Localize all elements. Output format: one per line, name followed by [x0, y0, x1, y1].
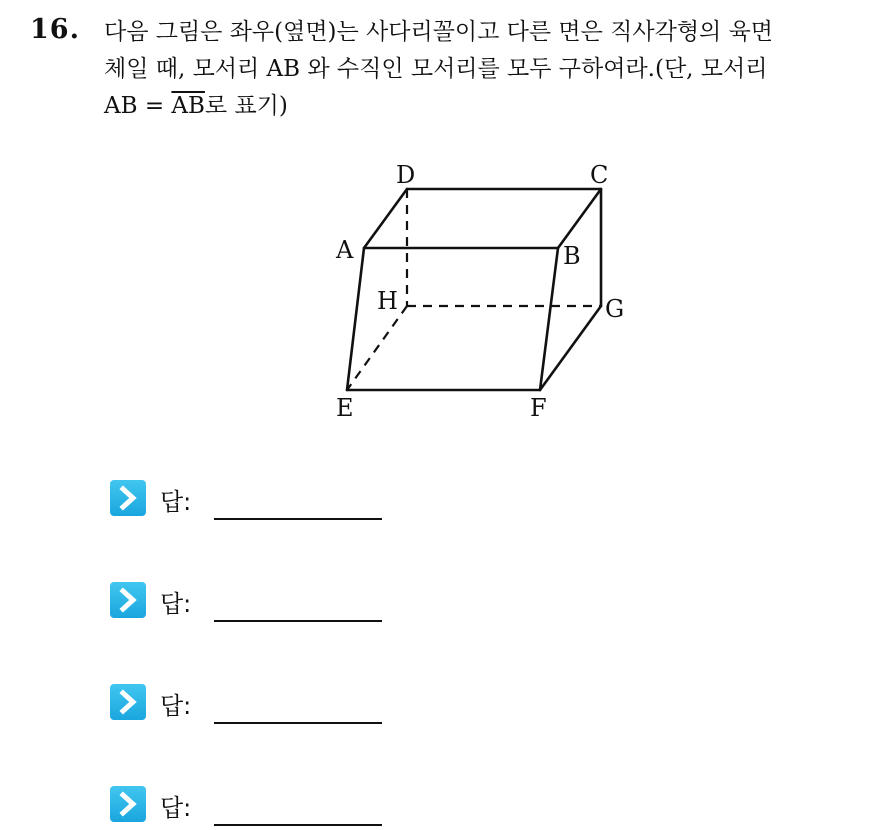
vertex-label-c: C: [590, 161, 609, 189]
question-text: [104, 14, 874, 125]
question-line-1: 다음 그림은 좌우(옆면)는 사다리꼴이고 다른 면은 직사각형의 육면: [104, 19, 774, 45]
question-line-3-suffix: 로 표기): [204, 93, 288, 119]
answer-blank[interactable]: [214, 824, 382, 826]
answer-label: 답:: [160, 794, 192, 822]
question-line-3-prefix: AB =: [104, 93, 172, 119]
vertex-label-e: E: [336, 394, 354, 422]
answer-label: 답:: [160, 488, 192, 516]
hexahedron-figure: [320, 150, 640, 430]
vertex-label-h: H: [377, 287, 398, 315]
question-line-2: 체일 때, 모서리 AB 와 수직인 모서리를 모두 구하여라.(단, 모서리: [104, 56, 768, 82]
vertex-label-b: B: [563, 242, 581, 270]
segment-ab-notation: $\overline{AB}$: [171, 93, 205, 119]
vertex-label-g: G: [605, 295, 625, 323]
vertex-label-a: A: [336, 236, 354, 264]
question-number: 16.: [30, 14, 80, 45]
answer-blank[interactable]: [214, 722, 382, 724]
edge-bc: [558, 189, 601, 248]
edge-ad: [364, 189, 407, 248]
answer-label: 답:: [160, 692, 192, 720]
hexahedron-diagram: [320, 150, 640, 430]
chevron-right-icon: [110, 480, 146, 516]
answer-label: 답:: [160, 590, 192, 618]
vertex-label-f: F: [530, 394, 547, 422]
chevron-right-icon: [110, 786, 146, 822]
chevron-right-icon: [110, 684, 146, 720]
vertex-label-d: D: [396, 161, 416, 189]
answer-blank[interactable]: [214, 620, 382, 622]
answer-blank[interactable]: [214, 518, 382, 520]
chevron-right-icon: [110, 582, 146, 618]
edge-ae: [347, 248, 364, 390]
question-line-3: [104, 88, 874, 125]
